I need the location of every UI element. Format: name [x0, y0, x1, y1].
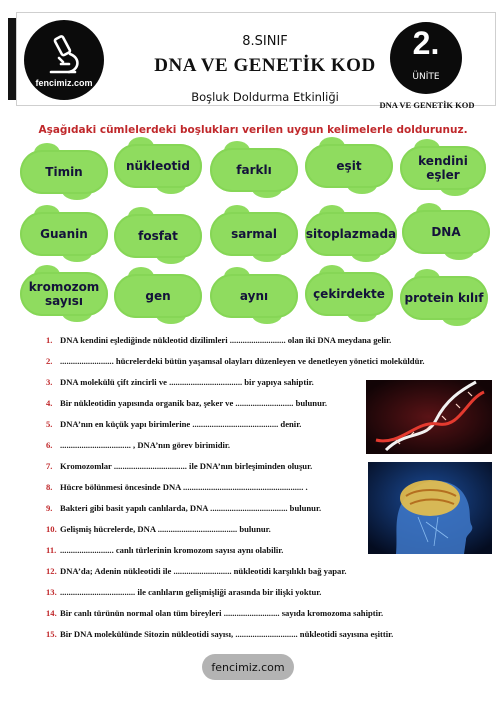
- microscope-icon: [41, 32, 87, 78]
- question-number: 9.: [46, 503, 53, 513]
- question-number: 15.: [46, 629, 57, 639]
- question-text: DNA kendini eşlediğinde nükleotid dizilimleri .......................... olan iki DNA meydana gelir.: [60, 335, 392, 345]
- logo-text: fencimiz.com: [35, 78, 93, 88]
- question-text: DNA’da; Adenin nükleotidi ile ........................... nükleotidi karşılıklı bağ yapar.: [60, 566, 347, 576]
- question-text: DNA molekülü çift zincirli ve .................................. bir yapıya sahiptir.: [60, 377, 314, 387]
- brain-head-image: [368, 462, 492, 554]
- question-item: [46, 608, 383, 618]
- question-item: [46, 419, 301, 429]
- word-cloud: sitoplazmada: [305, 212, 397, 256]
- unit-badge: [390, 22, 462, 94]
- question-number: 1.: [46, 335, 53, 345]
- question-number: 2.: [46, 356, 53, 366]
- question-number: 5.: [46, 419, 53, 429]
- word-cloud: nükleotid: [114, 144, 202, 188]
- question-text: DNA’nın en küçük yapı birimlerine ........................................ denir.: [60, 419, 302, 429]
- question-item: [46, 482, 308, 492]
- unit-subtitle: DNA VE GENETİK KOD: [379, 100, 475, 110]
- question-text: Bir DNA molekülünde Sitozin nükleotidi sayısı, ............................. nükleotidi sayısına eşittir.: [60, 629, 394, 639]
- word-cloud: gen: [114, 274, 202, 318]
- word-cloud: kendini eşler: [400, 146, 486, 190]
- question-item: [46, 545, 283, 555]
- question-number: 4.: [46, 398, 53, 408]
- question-item: [46, 524, 271, 534]
- question-text: ......................... canlı türlerinin kromozom sayısı aynı olabilir.: [60, 545, 284, 555]
- question-item: [46, 566, 347, 576]
- question-text: Bakteri gibi basit yapılı canlılarda, DNA .................................... bulunur.: [60, 503, 322, 513]
- question-text: ......................... hücrelerdeki bütün yaşamsal olayları düzenleyen ve denetleyen yönetici moleküldür.: [60, 356, 425, 366]
- word-cloud: kromozom sayısı: [20, 272, 108, 316]
- question-text: Kromozomlar .................................. ile DNA’nın birleşiminden oluşur.: [60, 461, 313, 471]
- question-item: [46, 398, 327, 408]
- unit-label: ÜNİTE: [412, 72, 440, 82]
- question-number: 8.: [46, 482, 53, 492]
- question-item: [46, 356, 425, 366]
- grade-label: 8.SINIF: [242, 34, 288, 49]
- word-cloud: aynı: [210, 274, 298, 318]
- word-cloud: farklı: [210, 148, 298, 192]
- question-number: 6.: [46, 440, 53, 450]
- page-subtitle: Boşluk Doldurma Etkinliği: [191, 90, 339, 104]
- word-cloud: DNA: [402, 210, 490, 254]
- word-cloud: protein kılıf: [400, 276, 488, 320]
- word-cloud: sarmal: [210, 212, 298, 256]
- question-number: 7.: [46, 461, 53, 471]
- footer-site-label: fencimiz.com: [202, 654, 294, 680]
- question-number: 13.: [46, 587, 57, 597]
- question-item: [46, 503, 321, 513]
- question-number: 11.: [46, 545, 57, 555]
- word-cloud: Guanin: [20, 212, 108, 256]
- word-cloud: eşit: [305, 144, 393, 188]
- unit-number: 2.: [412, 25, 440, 61]
- question-item: [46, 587, 321, 597]
- question-text: Bir canlı türünün normal olan tüm bireyleri .......................... sayıda kromozoma sahiptir.: [60, 608, 384, 618]
- question-text: Hücre bölünmesi öncesinde DNA ........................................................ .: [60, 482, 308, 492]
- question-item: [46, 629, 393, 639]
- word-cloud: fosfat: [114, 214, 202, 258]
- logo: [24, 20, 104, 100]
- question-number: 3.: [46, 377, 53, 387]
- question-item: [46, 335, 391, 345]
- page-title: DNA VE GENETİK KOD: [154, 55, 376, 76]
- word-cloud: çekirdekte: [305, 272, 393, 316]
- question-item: [46, 440, 230, 450]
- question-item: [46, 377, 314, 387]
- instruction-text: Aşağıdaki cümlelerdeki boşlukları verilen uygun kelimelerle doldurunuz.: [38, 124, 468, 136]
- question-text: Gelişmiş hücrelerde, DNA ..................................... bulunur.: [60, 524, 271, 534]
- question-text: ................................... ile canlıların gelişmişliği arasında bir ilişki yoktur.: [60, 587, 322, 597]
- dna-helix-image: [366, 380, 492, 454]
- question-number: 10.: [46, 524, 57, 534]
- question-number: 12.: [46, 566, 57, 576]
- question-text: ................................. , DNA’nın görev birimidir.: [60, 440, 231, 450]
- question-item: [46, 461, 312, 471]
- question-text: Bir nükleotidin yapısında organik baz, şeker ve ........................... bulunur.: [60, 398, 328, 408]
- word-cloud: Timin: [20, 150, 108, 194]
- question-number: 14.: [46, 608, 57, 618]
